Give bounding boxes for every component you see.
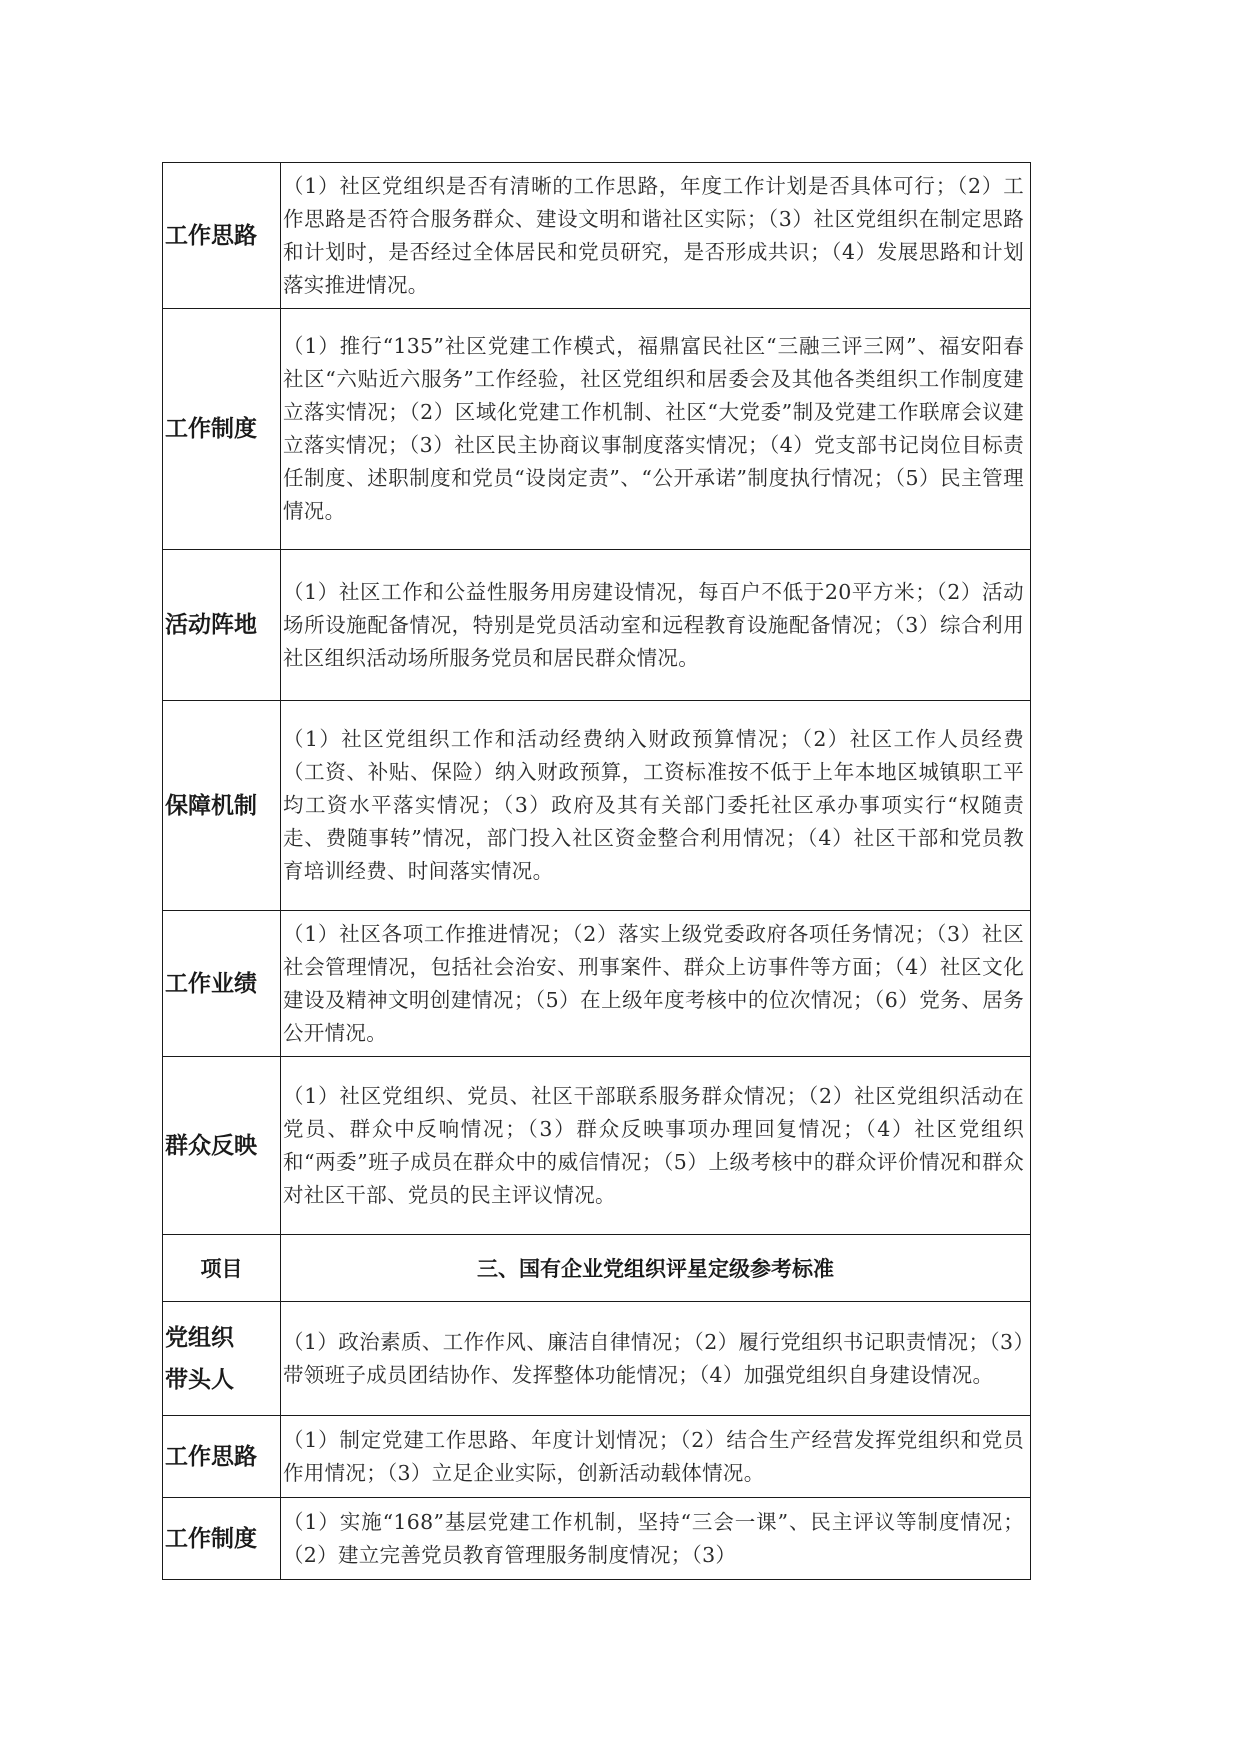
- row-criteria-text: （1）社区工作和公益性服务用房建设情况，每百户不低于20平方米；（2）活动场所设施配备情况，特别是党员活动室和远程教育设施配备情况；（3）综合利用社区组织活动场所服务党员和居民群众情况。: [281, 550, 1031, 701]
- row-label: 工作制度: [163, 1498, 281, 1580]
- row-label: 工作制度: [163, 309, 281, 550]
- row-criteria-text: （1）社区党组织、党员、社区干部联系服务群众情况；（2）社区党组织活动在党员、群众中反响情况；（3）群众反映事项办理回复情况；（4）社区党组织和“两委”班子成员在群众中的威信情况；（5）上级考核中的群众评价情况和群众对社区干部、党员的民主评议情况。: [281, 1057, 1031, 1235]
- table-row: [163, 163, 1031, 309]
- row-label: 党组织 带头人: [163, 1302, 281, 1416]
- row-criteria-text: （1）推行“135”社区党建工作模式，福鼎富民社区“三融三评三网”、福安阳春社区“六贴近六服务”工作经验，社区党组织和居委会及其他各类组织工作制度建立落实情况；（2）区域化党建工作机制、社区“大党委”制及党建工作联席会议建立落实情况；（3）社区民主协商议事制度落实情况；（4）党支部书记岗位目标责任制度、述职制度和党员“设岗定责”、“公开承诺”制度执行情况；（5）民主管理情况。: [281, 309, 1031, 550]
- table-row: [163, 1057, 1031, 1235]
- table-row: [163, 701, 1031, 911]
- table-row: [163, 1498, 1031, 1580]
- table-row: [163, 550, 1031, 701]
- row-criteria-text: （1）实施“168”基层党建工作机制，坚持“三会一课”、民主评议等制度情况；（2）建立完善党员教育管理服务制度情况；（3）: [281, 1498, 1031, 1580]
- table-row: [163, 309, 1031, 550]
- table-row: [163, 1302, 1031, 1416]
- row-criteria-text: （1）社区党组织是否有清晰的工作思路，年度工作计划是否具体可行；（2）工作思路是否符合服务群众、建设文明和谐社区实际；（3）社区党组织在制定思路和计划时，是否经过全体居民和党员研究，是否形成共识；（4）发展思路和计划落实推进情况。: [281, 163, 1031, 309]
- row-label: 工作思路: [163, 163, 281, 309]
- column-header-item: 项目: [163, 1235, 281, 1302]
- row-criteria-text: （1）社区各项工作推进情况；（2）落实上级党委政府各项任务情况；（3）社区社会管理情况，包括社会治安、刑事案件、群众上访事件等方面；（4）社区文化建设及精神文明创建情况；（5）在上级年度考核中的位次情况；（6）党务、居务公开情况。: [281, 911, 1031, 1057]
- document-page: [162, 162, 1030, 1580]
- row-label: 工作思路: [163, 1416, 281, 1498]
- table-row: [163, 1416, 1031, 1498]
- row-label: 保障机制: [163, 701, 281, 911]
- row-criteria-text: （1）制定党建工作思路、年度计划情况；（2）结合生产经营发挥党组织和党员作用情况；（3）立足企业实际，创新活动载体情况。: [281, 1416, 1031, 1498]
- criteria-table: [162, 162, 1031, 1580]
- section-header-row: [163, 1235, 1031, 1302]
- row-label: 活动阵地: [163, 550, 281, 701]
- row-criteria-text: （1）社区党组织工作和活动经费纳入财政预算情况；（2）社区工作人员经费（工资、补贴、保险）纳入财政预算，工资标准按不低于上年本地区城镇职工平均工资水平落实情况；（3）政府及其有关部门委托社区承办事项实行“权随责走、费随事转”情况，部门投入社区资金整合利用情况；（4）社区干部和党员教育培训经费、时间落实情况。: [281, 701, 1031, 911]
- table-row: [163, 911, 1031, 1057]
- row-label: 工作业绩: [163, 911, 281, 1057]
- row-criteria-text: （1）政治素质、工作作风、廉洁自律情况；（2）履行党组织书记职责情况；（3）带领班子成员团结协作、发挥整体功能情况；（4）加强党组织自身建设情况。: [281, 1302, 1031, 1416]
- row-label: 群众反映: [163, 1057, 281, 1235]
- section-title: 三、国有企业党组织评星定级参考标准: [281, 1235, 1031, 1302]
